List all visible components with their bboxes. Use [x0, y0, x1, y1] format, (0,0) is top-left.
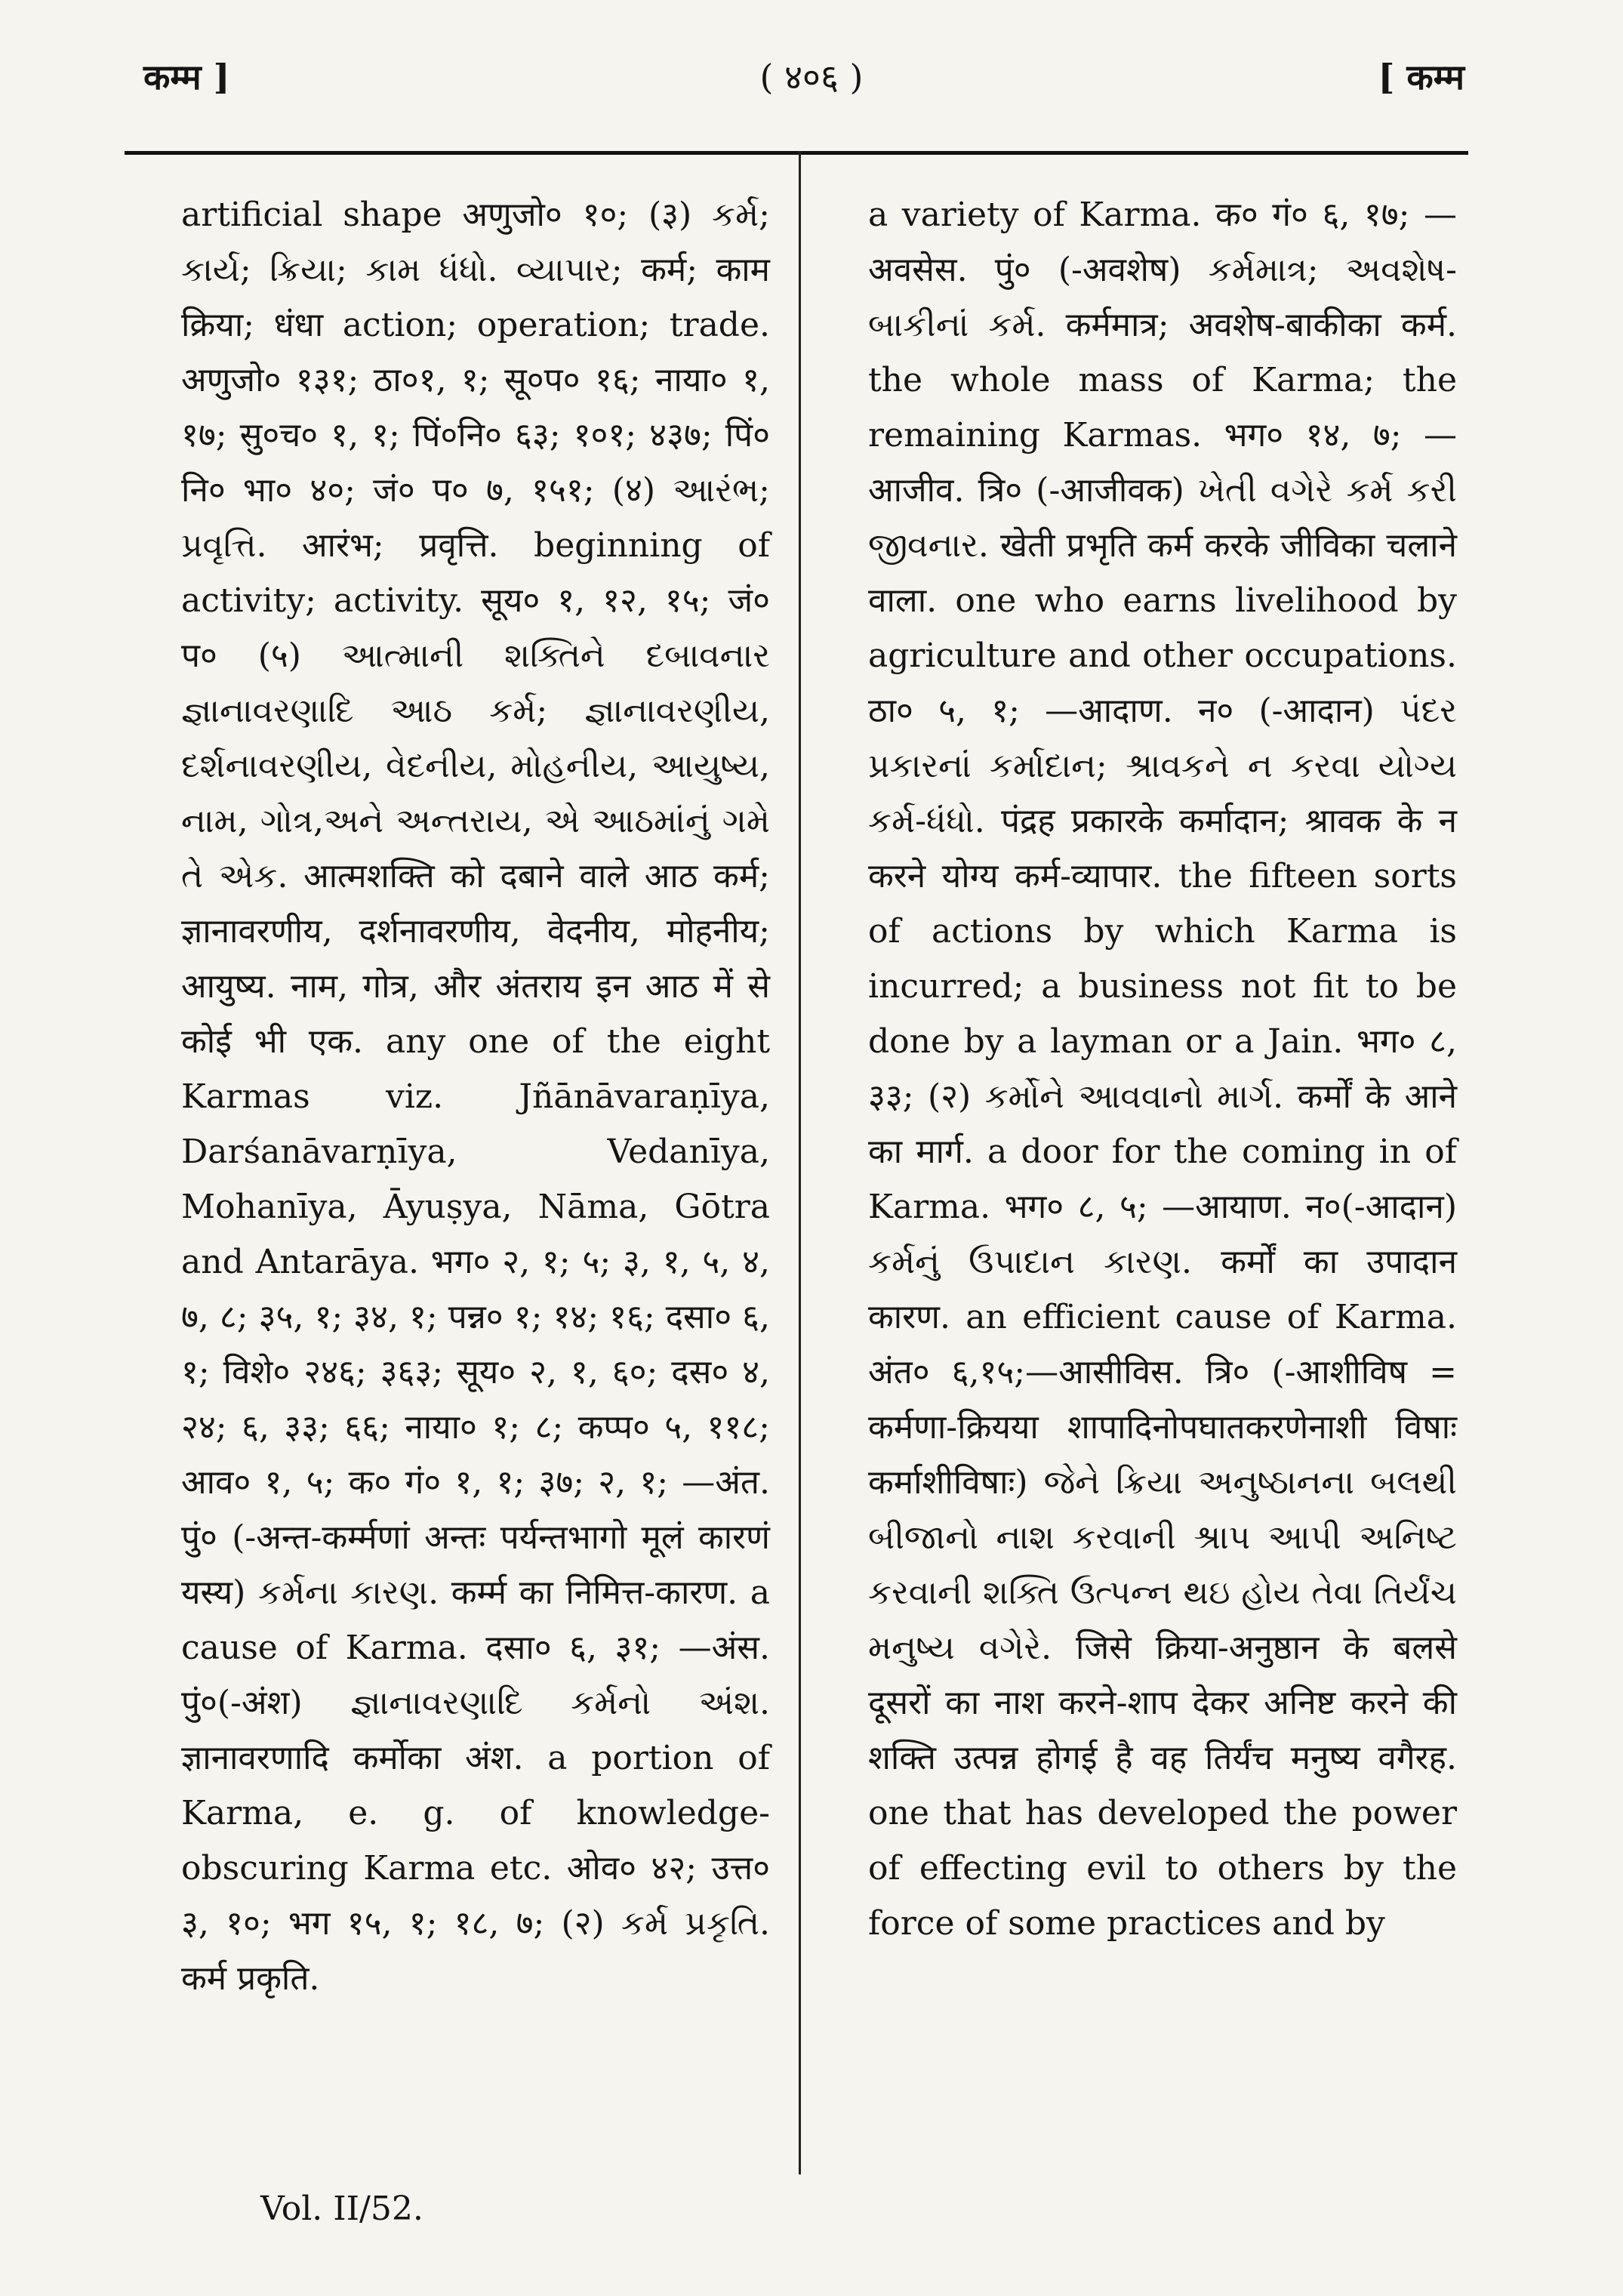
column-divider [799, 151, 801, 2174]
volume-footer: Vol. II/52. [260, 2190, 423, 2228]
header-rule [125, 151, 1468, 155]
page-number: ( ४०६ ) [759, 57, 864, 97]
right-column [868, 187, 1457, 1951]
right-column-text: a variety of Karma. क० गं० ६, १७; —अवसेस. पुं० (-अवशेष) કર્મમાત્ર; અવશેષ-બાકીનાં કર્મ. कर्ममात्र; अवशेष-बाकीका कर्म. the whole mass of Karma; the remaining Karmas. भग० १४, ७; —आजीव. त्रि० (-आजीवक) ખેતી વગેરે કર્મ કરી જીવનાર. खेती प्रभृति कर्म करके जीविका चलाने वाला. one who earns livelihood by agriculture and other occupations. ठा० ५, १; —आदाण. न० (-आदान) પંદર પ્રકારનાં કર્માદાન; શ્રાવકને ન કરવા યોગ્ય કર્મ-ધંધો. पंद्रह प्रकारके कर्मादान; श्रावक के न करने योग्य कर्म-व्यापार. the fifteen sorts of actions by which Karma is incurred; a business not fit to be done by a layman or a Jain. भग० ८, ३३; (२) કર્મોને આવવાનો માર્ગ. कर्मों के आने का मार्ग. a door for the coming in of Karma. भग० ८, ५; —आयाण. न०(-आदान) કર્મનું ઉપાદાન કારણ. कर्मों का उपादान कारण. an efficient cause of Karma. अंत० ६,१५;—आसीविस. त्रि० (-आशीविष = कर्मणा-क्रियया शापादिनोपघातकरणेनाशी विषाः कर्माशीविषाः) જેને ક્રિયા અનુષ્ઠાનના બલથી બીજાનો નાશ કરવાની શ્રાપ આપી અનિષ્ટ કરવાની શક્તિ ઉત્પન્ન થઇ હોય તેવા તિર્યંચ મનુષ્ય વગેરે. जिसे क्रिया-अनुष्ठान के बलसे दूसरों का नाश करने-शाप देकर अनिष्ट करने की शक्ति उत्पन्न होगई है वह तिर्यंच मनुष्य वगैरह. one that has developed the power of effecting evil to others by the force of some practices and by [868, 196, 1457, 1943]
left-column-text: artificial shape अणुजो० १०; (३) કર્મ; કાર્ય; ક્રિયા; કામ ધંધો. વ્યાપાર; कर्म; काम क्रिया; धंधा action; operation; trade. अणुजो० १३१; ठा०१, १; सू०प० १६; नाया० १, १७; सु०च० १, १; पिं०नि० ६३; १०१; ४३७; पिं० नि० भा० ४०; जं० प० ७, १५१; (४) આરંભ; પ્રવૃત્તિ. आरंभ; प्रवृत्ति. beginning of activity; activity. सूय० १, १२, १५; जं० प० (५) આત્માની શક્તિને દબાવનાર જ્ઞાનાવરણાદિ આઠ કર્મ; જ્ઞાનાવરણીય, દર્શનાવરણીય, વેદનીય, મોહનીય, આયુષ્ય, નામ, ગોત્ર,અને અન્તરાય, એ આઠમાંનું ગમે તે એક. आत्मशक्ति को दबाने वाले आठ कर्म; ज्ञानावरणीय, दर्शनावरणीय, वेदनीय, मोहनीय; आयुष्य. नाम, गोत्र, और अंतराय इन आठ में से कोई भी एक. any one of the eight Karmas viz. Jñānāvaraṇīya, Darśanāvarṇīya, Vedanīya, Mohanīya, Āyuṣya, Nāma, Gōtra and Antarāya. भग० २, १; ५; ३, १, ५, ४, ७, ८; ३५, १; ३४, १; पन्न० १; १४; १६; दसा० ६, १; विशे० २४६; ३६३; सूय० २, १, ६०; दस० ४, २४; ६, ३३; ६६; नाया० १; ८; कप्प० ५, ११८; आव० १, ५; क० गं० १, १; ३७; २, १; —अंत. पुं० (-अन्त-कर्म्मणां अन्तः पर्यन्तभागो मूलं कारणं यस्य) કર્મના કારણ. कर्म्म का निमित्त-कारण. a cause of Karma. दसा० ६, ३१; —अंस. पुं०(-अंश) જ્ઞાનાવરણાદિ કર્મનો અંશ. ज्ञानावरणादि कर्मोका अंश. a portion of Karma, e. g. of knowledge-obscuring Karma etc. ओव० ४२; उत्त० ३, १०; भग १५, १; १८, ७; (२) કર્મ પ્રકૃતિ. कर्म प्रकृति. [181, 196, 770, 1998]
header-right-word: [ कम्म [1378, 57, 1464, 97]
left-column [181, 187, 770, 2006]
header-left-word: कम्म ] [143, 57, 230, 97]
